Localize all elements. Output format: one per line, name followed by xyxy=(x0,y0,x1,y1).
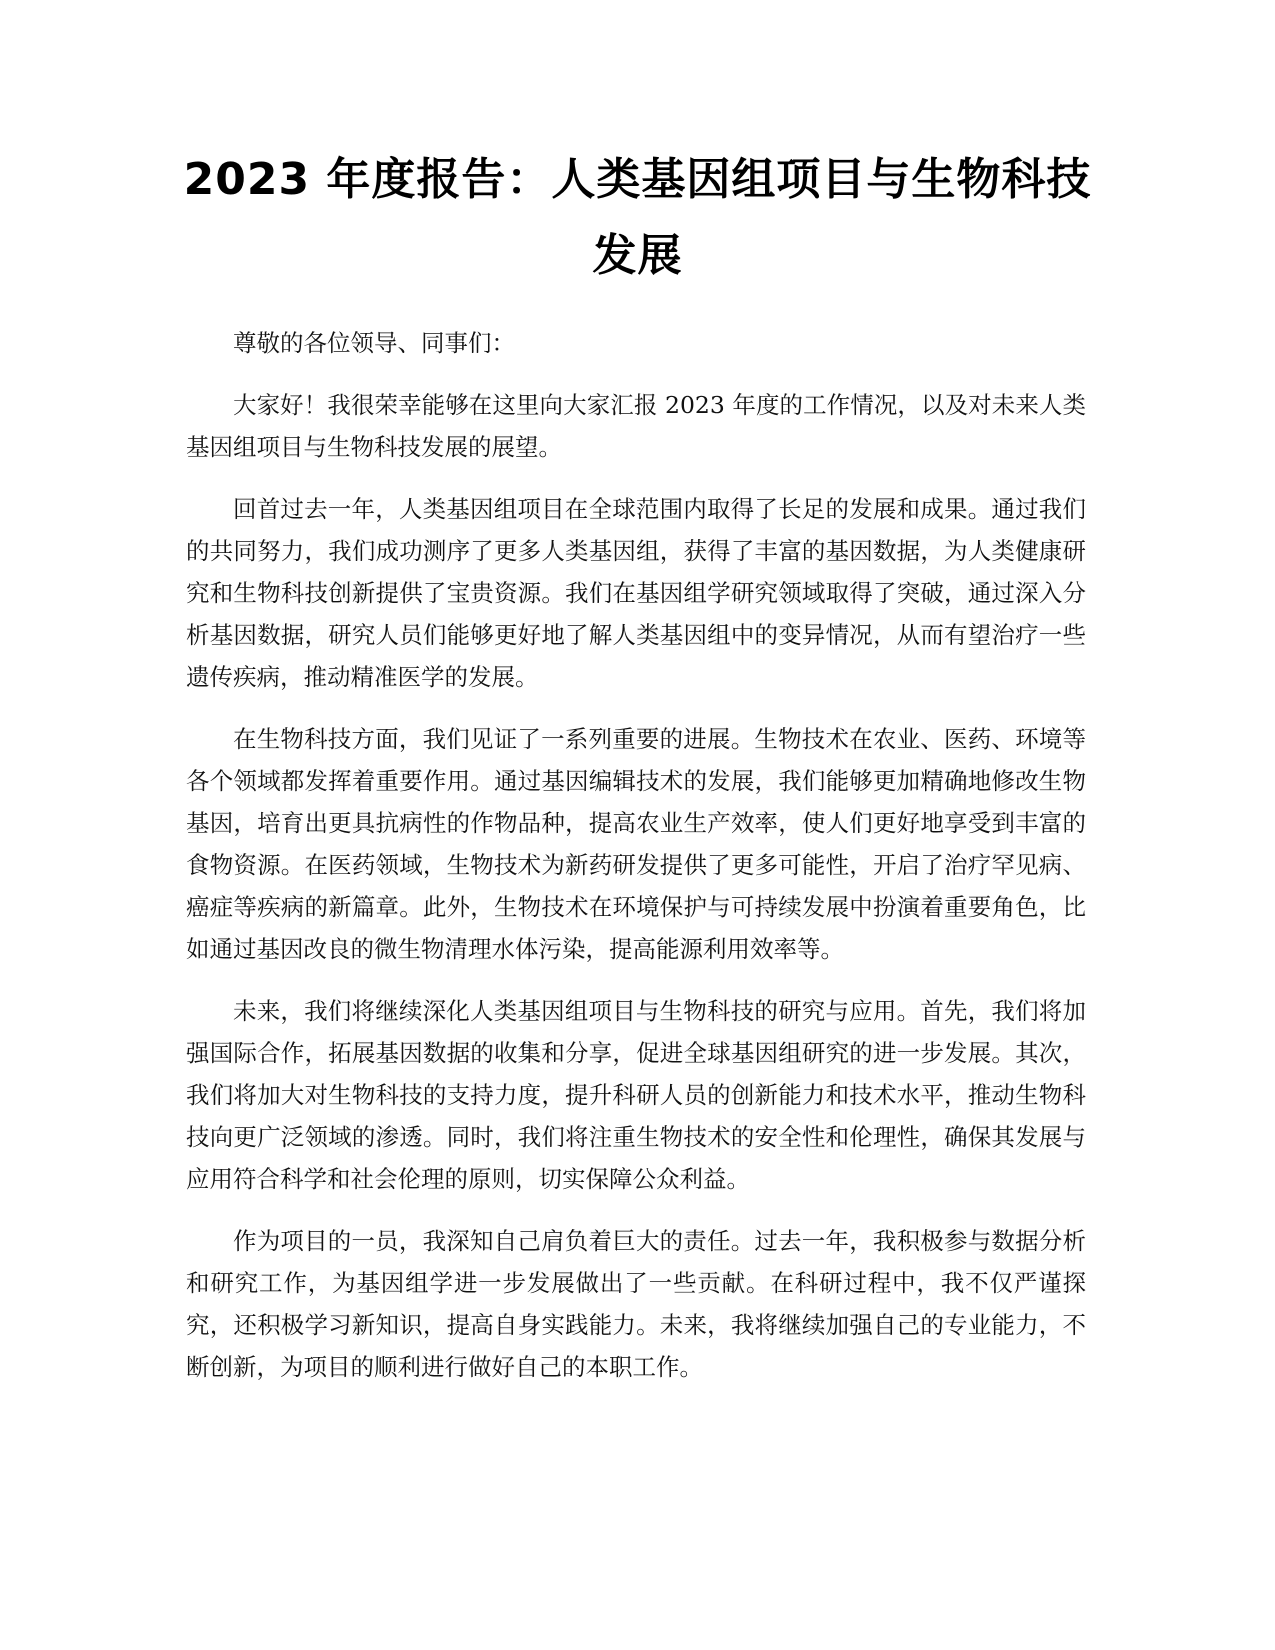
document-title xyxy=(150,142,1125,294)
title-line-2: 发展 xyxy=(592,230,683,281)
document-body xyxy=(186,322,1086,1408)
paragraph-salutation: 尊敬的各位领导、同事们： xyxy=(233,329,515,357)
paragraph-greeting: 大家好！我很荣幸能够在这里向大家汇报 2023 年度的工作情况，以及对未来人类基因组项目与生物科技发展的展望。 xyxy=(186,391,1086,461)
title-line-1: 2023 年度报告：人类基因组项目与生物科技 xyxy=(183,154,1092,205)
paragraph-future: 未来，我们将继续深化人类基因组项目与生物科技的研究与应用。首先，我们将加强国际合作，拓展基因数据的收集和分享，促进全球基因组研究的进一步发展。其次，我们将加大对生物科技的支持力度，提升科研人员的创新能力和技术水平，推动生物科技向更广泛领域的渗透。同时，我们将注重生物技术的安全性和伦理性，确保其发展与应用符合科学和社会伦理的原则，切实保障公众利益。 xyxy=(186,997,1086,1193)
paragraph-biotech: 在生物科技方面，我们见证了一系列重要的进展。生物技术在农业、医药、环境等各个领域都发挥着重要作用。通过基因编辑技术的发展，我们能够更加精确地修改生物基因，培育出更具抗病性的作物品种，提高农业生产效率，使人们更好地享受到丰富的食物资源。在医药领域，生物技术为新药研发提供了更多可能性，开启了治疗罕见病、癌症等疾病的新篇章。此外，生物技术在环境保护与可持续发展中扮演着重要角色，比如通过基因改良的微生物清理水体污染，提高能源利用效率等。 xyxy=(186,725,1086,963)
paragraph-personal: 作为项目的一员，我深知自己肩负着巨大的责任。过去一年，我积极参与数据分析和研究工作，为基因组学进一步发展做出了一些贡献。在科研过程中，我不仅严谨探究，还积极学习新知识，提高自身实践能力。未来，我将继续加强自己的专业能力，不断创新，为项目的顺利进行做好自己的本职工作。 xyxy=(186,1227,1086,1381)
paragraph-review: 回首过去一年，人类基因组项目在全球范围内取得了长足的发展和成果。通过我们的共同努力，我们成功测序了更多人类基因组，获得了丰富的基因数据，为人类健康研究和生物科技创新提供了宝贵资源。我们在基因组学研究领域取得了突破，通过深入分析基因数据，研究人员们能够更好地了解人类基因组中的变异情况，从而有望治疗一些遗传疾病，推动精准医学的发展。 xyxy=(186,495,1086,691)
